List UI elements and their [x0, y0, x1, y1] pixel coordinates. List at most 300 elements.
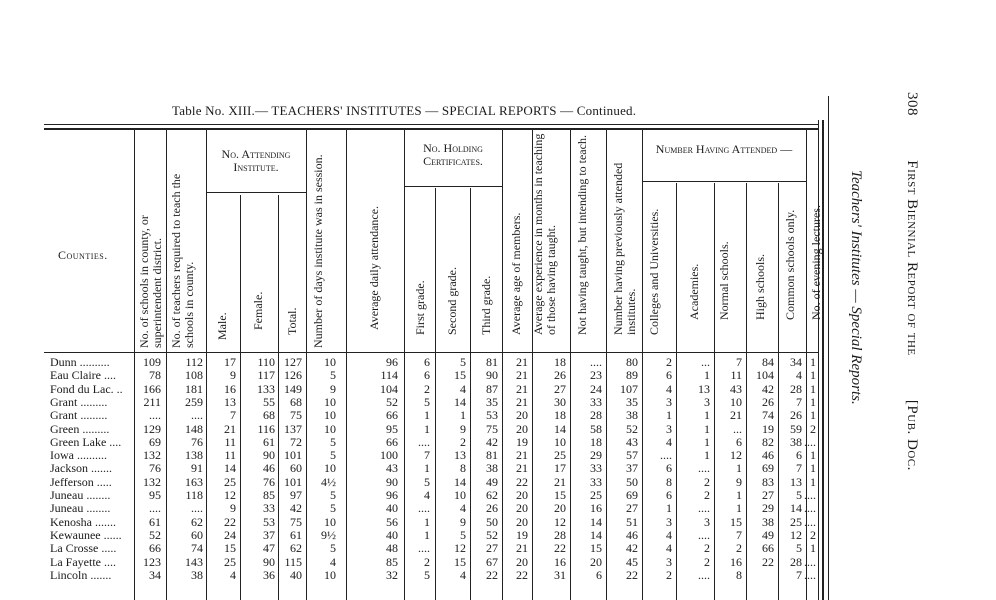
table-cell: 109	[143, 355, 161, 369]
table-cell: 2	[810, 421, 816, 436]
table-cell: 4	[460, 501, 466, 516]
table-cell: 8	[666, 474, 672, 489]
table-row	[0, 449, 840, 462]
table-cell: 107	[620, 381, 638, 396]
table-cell: ....	[804, 554, 816, 569]
county-name: Juneau ........	[50, 489, 111, 502]
table-cell: 14	[790, 501, 802, 516]
table-cell: 83	[762, 474, 774, 489]
county-name: Eau Claire ....	[50, 369, 116, 383]
table-cell: 27	[486, 541, 498, 556]
table-cell: 69	[149, 434, 161, 449]
table-cell: 2	[736, 541, 742, 556]
table-cell: 104	[380, 381, 398, 396]
table-cell: 21	[516, 355, 528, 369]
table-row	[0, 462, 840, 475]
table-cell: 18	[554, 408, 566, 423]
table-cell: 53	[263, 514, 275, 529]
table-cell: 2	[424, 554, 430, 569]
table-cell: 52	[149, 527, 161, 542]
table-cell: 137	[284, 421, 302, 436]
table-cell: 1	[704, 421, 710, 436]
header-avg-experience: Average experience in months in teaching of those having taught.	[531, 133, 558, 335]
table-row	[0, 542, 840, 555]
table-cell: 66	[386, 434, 398, 449]
table-cell: 66	[762, 541, 774, 556]
table-cell: 21	[516, 448, 528, 463]
table-cell: 9	[460, 514, 466, 529]
table-cell: 114	[380, 368, 398, 383]
table-cell: 4	[796, 368, 802, 383]
county-name: La Fayette ....	[50, 555, 116, 569]
table-cell: 15	[224, 541, 236, 556]
table-cell: 29	[590, 448, 602, 463]
table-cell: 6	[666, 488, 672, 502]
table-cell: 56	[386, 514, 398, 529]
group-rule-certificates	[404, 186, 502, 187]
table-cell: 14	[590, 527, 602, 542]
table-cell: 90	[263, 554, 275, 569]
table-cell: 62	[191, 514, 203, 529]
section-heading: Teachers' Institutes — Special Reports.	[848, 170, 864, 405]
table-cell: ...	[733, 421, 742, 436]
table-cell: 13	[224, 394, 236, 409]
table-cell: 1	[810, 394, 816, 409]
table-cell: 7	[796, 461, 802, 476]
table-cell: 43	[626, 434, 638, 449]
table-cell: 25	[224, 554, 236, 569]
table-cell: 118	[185, 488, 203, 502]
table-cell: 20	[516, 554, 528, 569]
table-cell: 133	[257, 381, 275, 396]
county-name: Dunn ..........	[50, 356, 110, 369]
table-cell: 16	[554, 554, 566, 569]
header-normal: Normal schools.	[717, 241, 731, 320]
table-cell: 40	[386, 501, 398, 516]
table-cell: 18	[590, 434, 602, 449]
table-cell: ....	[804, 501, 816, 516]
table-cell: 60	[290, 461, 302, 476]
table-cell: 51	[626, 514, 638, 529]
running-head	[903, 92, 920, 471]
table-cell: 7	[796, 567, 802, 582]
table-cell: 96	[386, 488, 398, 502]
table-cell: 20	[516, 421, 528, 436]
table-cell: 14	[454, 394, 466, 409]
county-name: Green Lake ....	[50, 435, 122, 449]
table-cell: 97	[290, 488, 302, 502]
table-row	[0, 529, 840, 542]
table-cell: 163	[185, 474, 203, 489]
table-cell: 123	[143, 554, 161, 569]
table-cell: 52	[486, 527, 498, 542]
table-cell: 5	[330, 488, 336, 502]
table-cell: 20	[590, 554, 602, 569]
table-cell: 20	[554, 501, 566, 516]
table-cell: 75	[486, 421, 498, 436]
table-cell: 26	[554, 368, 566, 383]
header-third-grade: Third grade.	[479, 275, 493, 335]
table-cell: 15	[554, 488, 566, 502]
table-cell: 95	[386, 421, 398, 436]
table-cell: 19	[516, 434, 528, 449]
table-cell: 4	[666, 527, 672, 542]
table-cell: ....	[418, 434, 430, 449]
table-cell: 59	[790, 421, 802, 436]
table-cell: 259	[185, 394, 203, 409]
table-cell: 4	[230, 567, 236, 582]
table-cell: 2	[810, 527, 816, 542]
table-cell: 4	[666, 541, 672, 556]
table-cell: 43	[730, 381, 742, 396]
table-cell: 9	[736, 474, 742, 489]
table-cell: 1	[704, 408, 710, 423]
table-cell: 67	[486, 554, 498, 569]
table-cell: 46	[263, 461, 275, 476]
table-cell: 3	[704, 514, 710, 529]
county-name: Jackson .......	[50, 462, 112, 476]
table-cell: 25	[590, 488, 602, 502]
table-cell: 1	[666, 408, 672, 423]
table-cell: 58	[590, 421, 602, 436]
table-cell: 78	[149, 368, 161, 383]
county-name: Kewaunee ......	[50, 528, 122, 542]
table-cell: 68	[290, 394, 302, 409]
table-cell: 3	[704, 394, 710, 409]
table-cell: 2	[666, 567, 672, 582]
table-cell: 15	[454, 368, 466, 383]
table-cell: 2	[704, 554, 710, 569]
table-cell: ....	[804, 488, 816, 502]
table-cell: 75	[290, 514, 302, 529]
table-cell: 42	[762, 381, 774, 396]
table-cell: 2	[704, 488, 710, 502]
table-cell: ....	[804, 514, 816, 529]
table-cell: 5	[460, 355, 466, 369]
header-first-grade: First grade.	[413, 280, 427, 335]
county-name: Jefferson .....	[50, 475, 112, 489]
table-cell: 28	[790, 554, 802, 569]
table-cell: 101	[284, 448, 302, 463]
table-cell: 33	[590, 461, 602, 476]
table-row	[0, 516, 840, 529]
table-cell: 52	[626, 421, 638, 436]
table-cell: 85	[263, 488, 275, 502]
top-rule	[44, 124, 818, 125]
table-cell: 2	[704, 474, 710, 489]
table-cell: 37	[263, 527, 275, 542]
table-cell: 35	[626, 394, 638, 409]
table-cell: 62	[290, 541, 302, 556]
table-cell: 8	[460, 461, 466, 476]
table-cell: 81	[486, 448, 498, 463]
table-cell: 1	[810, 461, 816, 476]
table-cell: 91	[191, 461, 203, 476]
table-cell: 148	[185, 421, 203, 436]
county-name: Juneau ........	[50, 502, 111, 516]
table-cell: 49	[762, 527, 774, 542]
table-cell: 52	[386, 394, 398, 409]
table-cell: 33	[590, 394, 602, 409]
table-cell: 10	[324, 567, 336, 582]
table-cell: 1	[810, 368, 816, 383]
table-cell: 1	[424, 408, 430, 423]
table-cell: 5	[424, 394, 430, 409]
header-certificates-group: No. Holding Certificates.	[423, 141, 483, 168]
header-total: Total.	[285, 307, 299, 335]
table-row	[0, 383, 840, 396]
table-cell: 50	[486, 514, 498, 529]
table-cell: 1	[736, 501, 742, 516]
table-cell: 66	[149, 541, 161, 556]
table-cell: 8	[736, 567, 742, 582]
table-cell: 90	[486, 368, 498, 383]
table-cell: 22	[516, 474, 528, 489]
table-cell: 4	[666, 434, 672, 449]
table-cell: 11	[224, 434, 236, 449]
table-cell: 117	[257, 368, 275, 383]
table-cell: 126	[284, 368, 302, 383]
table-cell: 14	[454, 474, 466, 489]
table-row	[0, 423, 840, 436]
table-cell: 21	[224, 421, 236, 436]
table-cell: 132	[143, 474, 161, 489]
table-cell: 43	[386, 461, 398, 476]
table-cell: 16	[730, 554, 742, 569]
table-cell: 27	[626, 501, 638, 516]
group-rule-attending	[206, 192, 306, 193]
table-body	[0, 356, 840, 600]
table-cell: 1	[810, 474, 816, 489]
table-cell: 5	[330, 434, 336, 449]
table-cell: ....	[149, 501, 161, 516]
table-cell: 22	[762, 554, 774, 569]
table-cell: 28	[790, 381, 802, 396]
table-cell: 1	[810, 448, 816, 463]
table-cell: 10	[454, 488, 466, 502]
table-cell: 1	[424, 514, 430, 529]
table-cell: 21	[554, 474, 566, 489]
table-cell: 1	[460, 408, 466, 423]
table-cell: 7	[424, 448, 430, 463]
table-cell: 6	[424, 355, 430, 369]
table-cell: 90	[263, 448, 275, 463]
table-cell: 37	[626, 461, 638, 476]
table-cell: 108	[185, 368, 203, 383]
table-cell: 38	[626, 408, 638, 423]
header-second-grade: Second grade.	[445, 267, 459, 335]
table-cell: 10	[554, 434, 566, 449]
table-cell: 2	[424, 381, 430, 396]
table-cell: 3	[666, 394, 672, 409]
table-cell: 5	[330, 448, 336, 463]
table-cell: 10	[324, 514, 336, 529]
table-cell: 12	[730, 448, 742, 463]
table-cell: ....	[418, 501, 430, 516]
header-counties: Counties.	[58, 248, 108, 262]
table-cell: 6	[596, 567, 602, 582]
table-cell: 20	[516, 408, 528, 423]
table-cell: 74	[191, 541, 203, 556]
table-cell: 25	[554, 448, 566, 463]
table-title: Table No. XIII.— TEACHERS' INSTITUTES — SPECIAL REPORTS — Continued.	[172, 103, 637, 118]
table-cell: 5	[424, 567, 430, 582]
table-cell: ....	[418, 541, 430, 556]
table-cell: 2	[666, 355, 672, 369]
table-cell: 38	[486, 461, 498, 476]
table-cell: 15	[730, 514, 742, 529]
table-cell: 27	[762, 488, 774, 502]
table-cell: ....	[698, 567, 710, 582]
header-avg-age: Average age of members.	[509, 212, 523, 335]
table-cell: 138	[185, 448, 203, 463]
table-cell: ....	[698, 501, 710, 516]
table-cell: 12	[454, 541, 466, 556]
table-cell: 42	[486, 434, 498, 449]
table-cell: 149	[284, 381, 302, 396]
header-not-taught: Not having taught, but intending to teach.	[575, 135, 589, 335]
table-cell: 19	[516, 527, 528, 542]
table-cell: 36	[263, 567, 275, 582]
table-cell: 45	[626, 554, 638, 569]
table-cell: 48	[386, 541, 398, 556]
table-cell: 12	[554, 514, 566, 529]
table-cell: 27	[554, 381, 566, 396]
header-academies: Academies.	[687, 263, 701, 320]
table-cell: 42	[290, 501, 302, 516]
table-cell: 4	[666, 381, 672, 396]
table-cell: 18	[554, 355, 566, 369]
table-cell: 1	[424, 461, 430, 476]
header-common: Common schools only.	[783, 209, 797, 320]
table-cell: 84	[762, 355, 774, 369]
table-cell: 50	[626, 474, 638, 489]
table-cell: 22	[486, 567, 498, 582]
table-cell: 10	[730, 394, 742, 409]
table-cell: 115	[284, 554, 302, 569]
page-number: 308	[904, 92, 920, 116]
table-cell: 6	[424, 368, 430, 383]
table-cell: 9	[230, 368, 236, 383]
table-cell: 40	[386, 527, 398, 542]
table-row	[0, 356, 840, 369]
table-cell: ....	[191, 408, 203, 423]
table-row	[0, 436, 840, 449]
table-cell: 5	[424, 474, 430, 489]
table-cell: 26	[790, 408, 802, 423]
table-cell: 34	[790, 355, 802, 369]
table-cell: 1	[424, 527, 430, 542]
table-cell: 1	[810, 381, 816, 396]
table-cell: 9½	[321, 527, 336, 542]
table-cell: 87	[486, 381, 498, 396]
table-cell: 14	[554, 421, 566, 436]
county-name: Grant .........	[50, 395, 108, 409]
table-cell: 46	[626, 527, 638, 542]
running-head-right: [Pub. Doc.	[904, 399, 920, 471]
table-cell: 89	[626, 368, 638, 383]
table-cell: 5	[330, 368, 336, 383]
table-cell: 129	[143, 421, 161, 436]
table-cell: 7	[230, 408, 236, 423]
header-male: Male.	[215, 312, 229, 340]
table-cell: 6	[796, 448, 802, 463]
table-cell: ....	[698, 527, 710, 542]
table-cell: 5	[796, 541, 802, 556]
table-cell: 1	[666, 501, 672, 516]
table-cell: 1	[704, 434, 710, 449]
table-cell: 7	[736, 355, 742, 369]
table-cell: 5	[460, 527, 466, 542]
table-cell: 76	[149, 461, 161, 476]
table-cell: 1	[736, 488, 742, 502]
table-cell: 1	[810, 355, 816, 369]
header-number-group: Number Having Attended —	[655, 142, 793, 156]
table-cell: ....	[191, 501, 203, 516]
table-row	[0, 369, 840, 382]
table-cell: 1	[810, 408, 816, 423]
table-cell: 4½	[321, 474, 336, 489]
table-cell: 7	[796, 394, 802, 409]
table-cell: 61	[290, 527, 302, 542]
table-cell: 12	[790, 527, 802, 542]
table-cell: 74	[762, 408, 774, 423]
table-cell: 76	[263, 474, 275, 489]
table-cell: 116	[257, 421, 275, 436]
table-cell: 13	[454, 448, 466, 463]
table-cell: 6	[736, 434, 742, 449]
table-cell: 61	[263, 434, 275, 449]
table-cell: 5	[330, 541, 336, 556]
table-cell: 15	[590, 541, 602, 556]
table-cell: 20	[516, 514, 528, 529]
top-rule-2	[44, 128, 818, 130]
table-cell: 53	[486, 408, 498, 423]
table-cell: ....	[804, 434, 816, 449]
table-cell: 62	[486, 488, 498, 502]
table-cell: 34	[149, 567, 161, 582]
table-cell: 90	[386, 474, 398, 489]
table-cell: 21	[516, 461, 528, 476]
table-cell: 38	[790, 434, 802, 449]
table-cell: 11	[224, 448, 236, 463]
table-cell: 17	[224, 355, 236, 369]
table-cell: 9	[460, 421, 466, 436]
table-cell: 55	[263, 394, 275, 409]
table-cell: ...	[701, 355, 710, 369]
table-cell: 28	[590, 408, 602, 423]
table-cell: 1	[736, 461, 742, 476]
table-cell: 24	[224, 527, 236, 542]
county-name: Green .........	[50, 422, 110, 436]
table-cell: 181	[185, 381, 203, 396]
county-name: Iowa ..........	[50, 449, 107, 463]
table-cell: 23	[590, 368, 602, 383]
table-cell: 60	[191, 527, 203, 542]
table-cell: 81	[486, 355, 498, 369]
table-cell: 12	[224, 488, 236, 502]
table-cell: 15	[454, 554, 466, 569]
table-row	[0, 396, 840, 409]
table-cell: 33	[263, 501, 275, 516]
table-cell: 80	[626, 355, 638, 369]
table-cell: 10	[324, 421, 336, 436]
table-cell: 49	[486, 474, 498, 489]
header-avg-attendance: Average daily attendance.	[367, 205, 381, 330]
table-cell: ....	[660, 448, 672, 463]
table-cell: 38	[191, 567, 203, 582]
table-cell: 2	[704, 541, 710, 556]
